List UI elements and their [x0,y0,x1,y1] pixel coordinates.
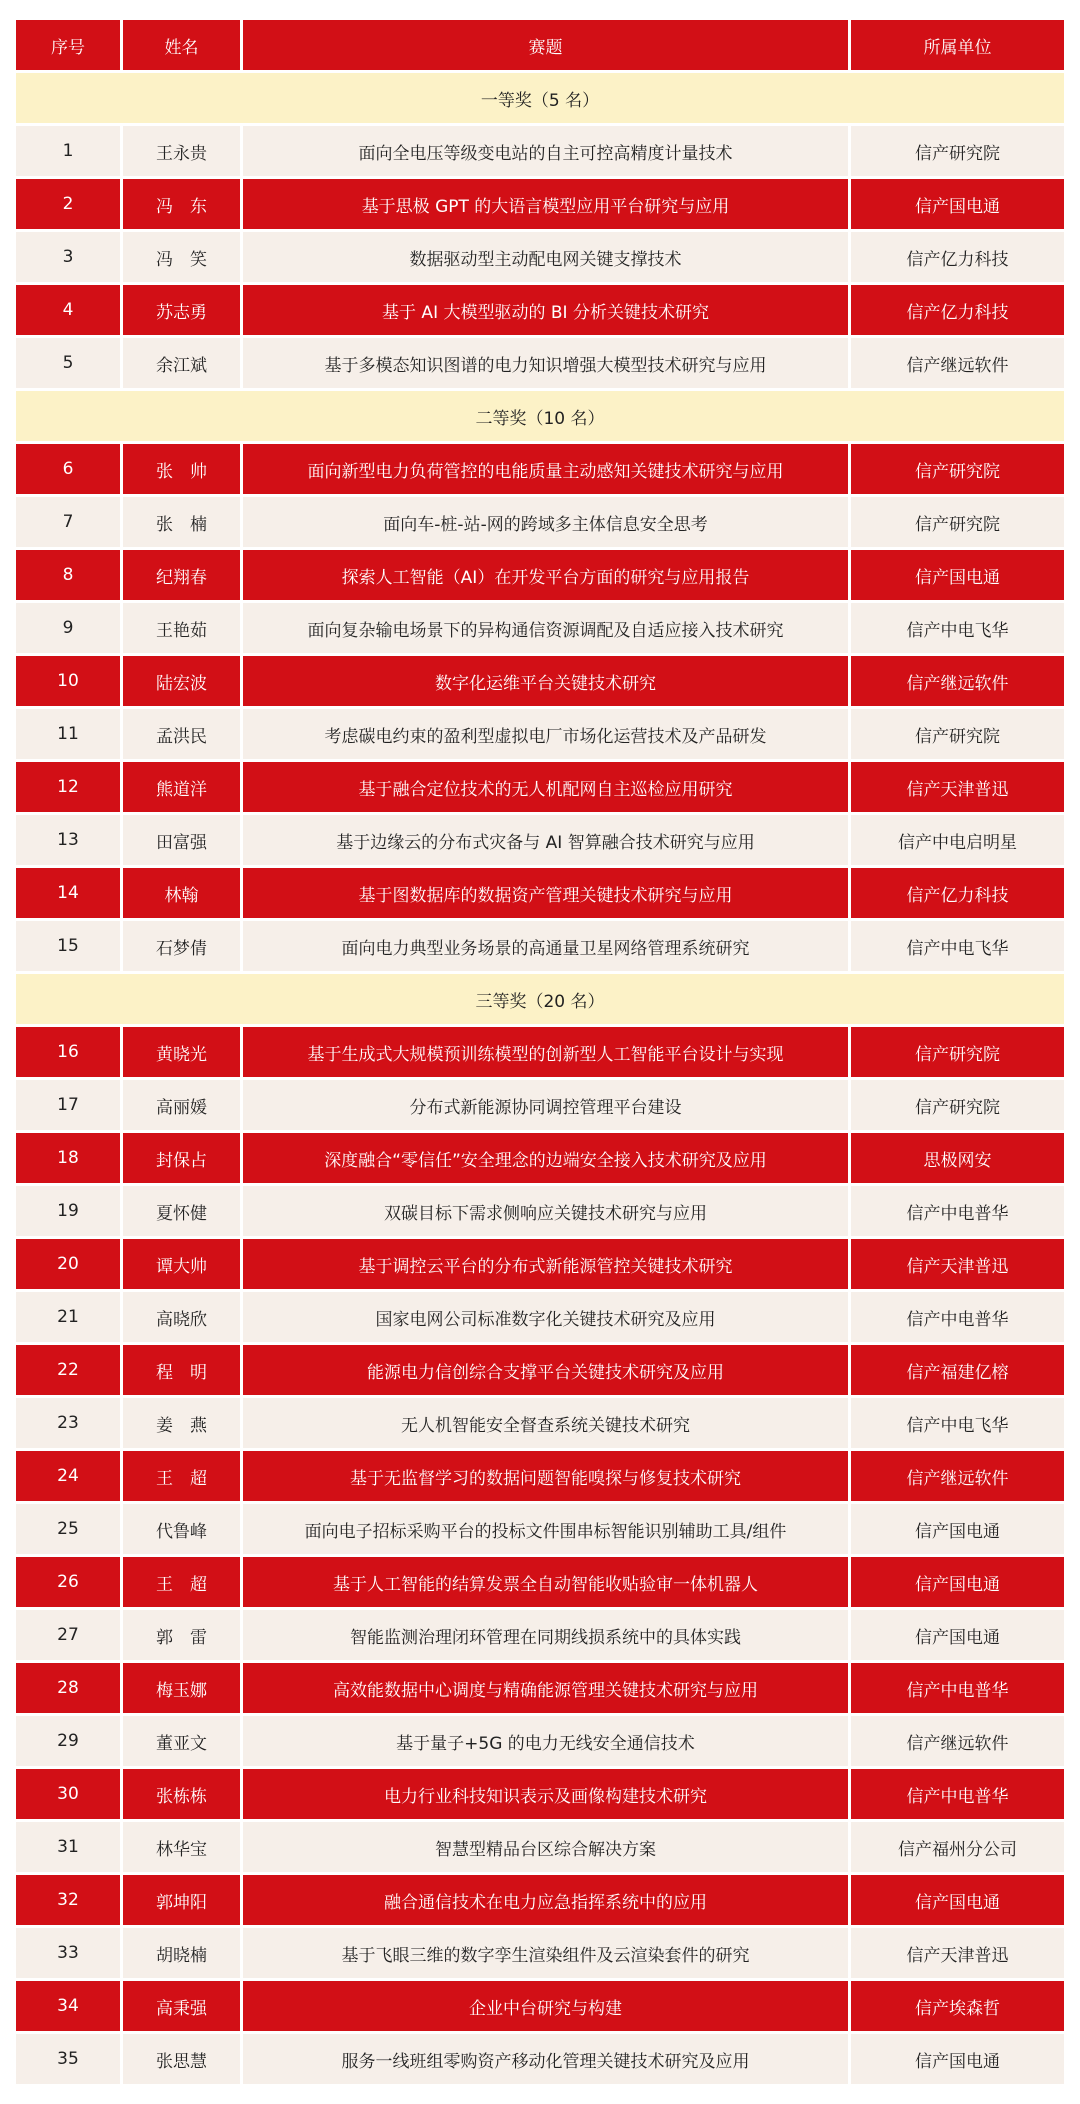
cell-topic: 智慧型精品台区综合解决方案 [243,1822,851,1872]
cell-no: 32 [16,1875,123,1925]
cell-unit: 信产天津普迅 [851,1928,1064,1978]
table-row [16,497,1064,547]
cell-no: 21 [16,1292,123,1342]
cell-topic: 数字化运维平台关键技术研究 [243,656,851,706]
section-title: 三等奖（20 名） [16,974,1064,1024]
header-topic: 赛题 [243,20,851,70]
cell-no: 23 [16,1398,123,1448]
cell-name: 纪翔春 [123,550,243,600]
cell-name: 张 楠 [123,497,243,547]
cell-unit: 信产中电飞华 [851,921,1064,971]
cell-topic: 基于图数据库的数据资产管理关键技术研究与应用 [243,868,851,918]
table-row [16,1504,1064,1554]
cell-name: 王永贵 [123,126,243,176]
cell-topic: 融合通信技术在电力应急指挥系统中的应用 [243,1875,851,1925]
header-unit: 所属单位 [851,20,1064,70]
cell-no: 12 [16,762,123,812]
cell-unit: 信产亿力科技 [851,868,1064,918]
table-row [16,868,1064,918]
cell-name: 代鲁峰 [123,1504,243,1554]
cell-name: 郭 雷 [123,1610,243,1660]
table-row [16,1080,1064,1130]
cell-unit: 信产国电通 [851,1557,1064,1607]
section-header-row [16,391,1064,441]
cell-no: 31 [16,1822,123,1872]
cell-unit: 思极网安 [851,1133,1064,1183]
cell-topic: 基于生成式大规模预训练模型的创新型人工智能平台设计与实现 [243,1027,851,1077]
cell-name: 郭坤阳 [123,1875,243,1925]
cell-unit: 信产国电通 [851,1610,1064,1660]
table-row [16,179,1064,229]
cell-no: 27 [16,1610,123,1660]
cell-unit: 信产埃森哲 [851,1981,1064,2031]
cell-name: 林华宝 [123,1822,243,1872]
cell-topic: 基于人工智能的结算发票全自动智能收贴验审一体机器人 [243,1557,851,1607]
cell-unit: 信产继远软件 [851,656,1064,706]
table-row [16,1292,1064,1342]
cell-topic: 能源电力信创综合支撑平台关键技术研究及应用 [243,1345,851,1395]
cell-topic: 智能监测治理闭环管理在同期线损系统中的具体实践 [243,1610,851,1660]
cell-unit: 信产研究院 [851,126,1064,176]
table-row [16,1610,1064,1660]
table-row [16,762,1064,812]
cell-name: 孟洪民 [123,709,243,759]
cell-topic: 高效能数据中心调度与精确能源管理关键技术研究与应用 [243,1663,851,1713]
cell-no: 14 [16,868,123,918]
table-row [16,338,1064,388]
cell-topic: 基于量子+5G 的电力无线安全通信技术 [243,1716,851,1766]
cell-name: 梅玉娜 [123,1663,243,1713]
cell-unit: 信产研究院 [851,497,1064,547]
cell-no: 28 [16,1663,123,1713]
table-row [16,1398,1064,1448]
cell-topic: 面向新型电力负荷管控的电能质量主动感知关键技术研究与应用 [243,444,851,494]
cell-topic: 国家电网公司标准数字化关键技术研究及应用 [243,1292,851,1342]
table-row [16,1451,1064,1501]
table-row [16,1716,1064,1766]
cell-topic: 基于调控云平台的分布式新能源管控关键技术研究 [243,1239,851,1289]
table-row [16,1928,1064,1978]
cell-no: 29 [16,1716,123,1766]
cell-name: 程 明 [123,1345,243,1395]
cell-name: 王艳茹 [123,603,243,653]
cell-unit: 信产研究院 [851,444,1064,494]
cell-unit: 信产天津普迅 [851,762,1064,812]
cell-unit: 信产国电通 [851,550,1064,600]
cell-no: 7 [16,497,123,547]
table-row [16,1027,1064,1077]
cell-name: 董亚文 [123,1716,243,1766]
cell-no: 5 [16,338,123,388]
cell-unit: 信产研究院 [851,1080,1064,1130]
cell-unit: 信产中电普华 [851,1769,1064,1819]
cell-topic: 基于飞眼三维的数字孪生渲染组件及云渲染套件的研究 [243,1928,851,1978]
table-row [16,285,1064,335]
cell-topic: 数据驱动型主动配电网关键支撑技术 [243,232,851,282]
cell-unit: 信产中电普华 [851,1186,1064,1236]
cell-no: 20 [16,1239,123,1289]
table-row [16,1875,1064,1925]
table-row [16,921,1064,971]
cell-unit: 信产亿力科技 [851,285,1064,335]
cell-topic: 分布式新能源协同调控管理平台建设 [243,1080,851,1130]
cell-unit: 信产继远软件 [851,1451,1064,1501]
section-title: 一等奖（5 名） [16,73,1064,123]
cell-no: 18 [16,1133,123,1183]
cell-name: 高晓欣 [123,1292,243,1342]
cell-name: 张思慧 [123,2034,243,2084]
cell-topic: 探索人工智能（AI）在开发平台方面的研究与应用报告 [243,550,851,600]
table-row [16,444,1064,494]
cell-unit: 信产天津普迅 [851,1239,1064,1289]
cell-topic: 基于思极 GPT 的大语言模型应用平台研究与应用 [243,179,851,229]
cell-no: 3 [16,232,123,282]
awards-table [16,17,1064,2087]
cell-no: 10 [16,656,123,706]
cell-name: 王 超 [123,1451,243,1501]
table-row [16,1186,1064,1236]
cell-name: 余江斌 [123,338,243,388]
cell-topic: 考虑碳电约束的盈利型虚拟电厂市场化运营技术及产品研发 [243,709,851,759]
cell-no: 11 [16,709,123,759]
cell-no: 8 [16,550,123,600]
table-row [16,603,1064,653]
cell-no: 15 [16,921,123,971]
section-title: 二等奖（10 名） [16,391,1064,441]
cell-name: 王 超 [123,1557,243,1607]
header-no: 序号 [16,20,123,70]
cell-no: 34 [16,1981,123,2031]
cell-topic: 电力行业科技知识表示及画像构建技术研究 [243,1769,851,1819]
cell-topic: 基于无监督学习的数据问题智能嗅探与修复技术研究 [243,1451,851,1501]
cell-name: 黄晓光 [123,1027,243,1077]
cell-topic: 面向全电压等级变电站的自主可控高精度计量技术 [243,126,851,176]
header-name: 姓名 [123,20,243,70]
cell-no: 26 [16,1557,123,1607]
cell-name: 张栋栋 [123,1769,243,1819]
table-row [16,1663,1064,1713]
table-row [16,1981,1064,2031]
awards-table-body [16,20,1064,2084]
cell-name: 高秉强 [123,1981,243,2031]
cell-no: 9 [16,603,123,653]
table-row [16,1345,1064,1395]
cell-unit: 信产中电普华 [851,1663,1064,1713]
table-row [16,1769,1064,1819]
table-row [16,1239,1064,1289]
cell-unit: 信产中电飞华 [851,1398,1064,1448]
cell-topic: 无人机智能安全督查系统关键技术研究 [243,1398,851,1448]
cell-no: 22 [16,1345,123,1395]
cell-topic: 双碳目标下需求侧响应关键技术研究与应用 [243,1186,851,1236]
cell-topic: 面向车-桩-站-网的跨域多主体信息安全思考 [243,497,851,547]
cell-name: 田富强 [123,815,243,865]
table-row [16,1557,1064,1607]
table-row [16,1133,1064,1183]
cell-unit: 信产国电通 [851,179,1064,229]
cell-name: 陆宏波 [123,656,243,706]
cell-no: 6 [16,444,123,494]
header-row [16,20,1064,70]
cell-name: 苏志勇 [123,285,243,335]
cell-topic: 企业中台研究与构建 [243,1981,851,2031]
table-row [16,2034,1064,2084]
cell-no: 33 [16,1928,123,1978]
cell-unit: 信产中电飞华 [851,603,1064,653]
cell-no: 30 [16,1769,123,1819]
cell-unit: 信产国电通 [851,2034,1064,2084]
cell-unit: 信产国电通 [851,1504,1064,1554]
cell-no: 4 [16,285,123,335]
cell-name: 林翰 [123,868,243,918]
cell-topic: 面向电子招标采购平台的投标文件围串标智能识别辅助工具/组件 [243,1504,851,1554]
section-header-row [16,974,1064,1024]
cell-no: 2 [16,179,123,229]
cell-topic: 深度融合“零信任”安全理念的边端安全接入技术研究及应用 [243,1133,851,1183]
cell-topic: 面向电力典型业务场景的高通量卫星网络管理系统研究 [243,921,851,971]
cell-no: 16 [16,1027,123,1077]
cell-topic: 基于多模态知识图谱的电力知识增强大模型技术研究与应用 [243,338,851,388]
cell-unit: 信产中电启明星 [851,815,1064,865]
section-header-row [16,73,1064,123]
cell-no: 17 [16,1080,123,1130]
cell-unit: 信产福建亿榕 [851,1345,1064,1395]
cell-no: 19 [16,1186,123,1236]
cell-no: 1 [16,126,123,176]
cell-name: 谭大帅 [123,1239,243,1289]
cell-unit: 信产研究院 [851,709,1064,759]
cell-unit: 信产继远软件 [851,338,1064,388]
cell-name: 张 帅 [123,444,243,494]
cell-topic: 基于边缘云的分布式灾备与 AI 智算融合技术研究与应用 [243,815,851,865]
table-row [16,1822,1064,1872]
table-row [16,126,1064,176]
cell-name: 熊道洋 [123,762,243,812]
table-row [16,709,1064,759]
table-row [16,815,1064,865]
cell-name: 夏怀健 [123,1186,243,1236]
table-row [16,232,1064,282]
cell-unit: 信产继远软件 [851,1716,1064,1766]
cell-no: 25 [16,1504,123,1554]
table-row [16,656,1064,706]
cell-topic: 面向复杂输电场景下的异构通信资源调配及自适应接入技术研究 [243,603,851,653]
cell-name: 石梦倩 [123,921,243,971]
cell-no: 13 [16,815,123,865]
cell-unit: 信产福州分公司 [851,1822,1064,1872]
cell-unit: 信产研究院 [851,1027,1064,1077]
cell-name: 胡晓楠 [123,1928,243,1978]
cell-name: 封保占 [123,1133,243,1183]
cell-topic: 基于 AI 大模型驱动的 BI 分析关键技术研究 [243,285,851,335]
cell-topic: 基于融合定位技术的无人机配网自主巡检应用研究 [243,762,851,812]
cell-unit: 信产亿力科技 [851,232,1064,282]
cell-unit: 信产国电通 [851,1875,1064,1925]
cell-no: 24 [16,1451,123,1501]
table-row [16,550,1064,600]
cell-no: 35 [16,2034,123,2084]
cell-name: 姜 燕 [123,1398,243,1448]
cell-unit: 信产中电普华 [851,1292,1064,1342]
cell-topic: 服务一线班组零购资产移动化管理关键技术研究及应用 [243,2034,851,2084]
cell-name: 高丽媛 [123,1080,243,1130]
cell-name: 冯 东 [123,179,243,229]
cell-name: 冯 笑 [123,232,243,282]
